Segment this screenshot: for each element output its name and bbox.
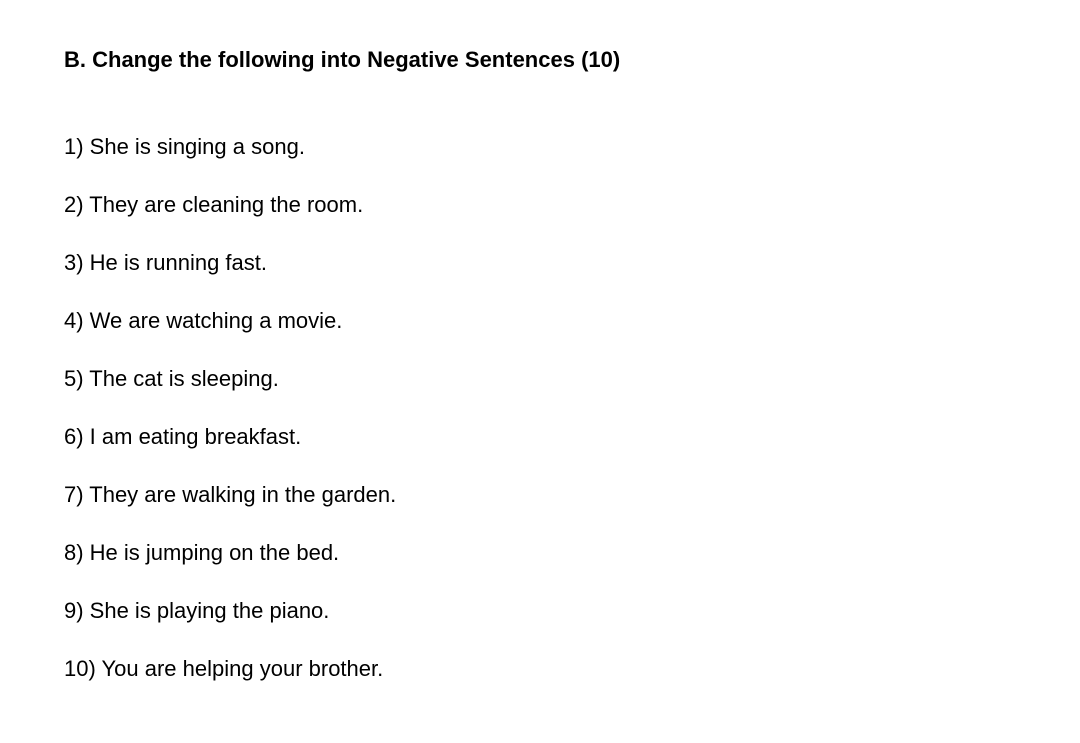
question-item-10: 10) You are helping your brother. <box>64 656 384 681</box>
question-item-8: 8) He is jumping on the bed. <box>64 540 340 565</box>
question-item-3: 3) He is running fast. <box>64 250 267 275</box>
question-item-4: 4) We are watching a movie. <box>64 308 343 333</box>
question-list <box>64 131 396 711</box>
question-item-6: 6) I am eating breakfast. <box>64 424 302 449</box>
question-item-1: 1) She is singing a song. <box>64 134 305 159</box>
question-item-5: 5) The cat is sleeping. <box>64 366 279 391</box>
question-item-9: 9) She is playing the piano. <box>64 598 330 623</box>
section-heading: B. Change the following into Negative Sentences (10) <box>64 47 621 72</box>
question-item-2: 2) They are cleaning the room. <box>64 192 364 217</box>
question-item-7: 7) They are walking in the garden. <box>64 482 397 507</box>
